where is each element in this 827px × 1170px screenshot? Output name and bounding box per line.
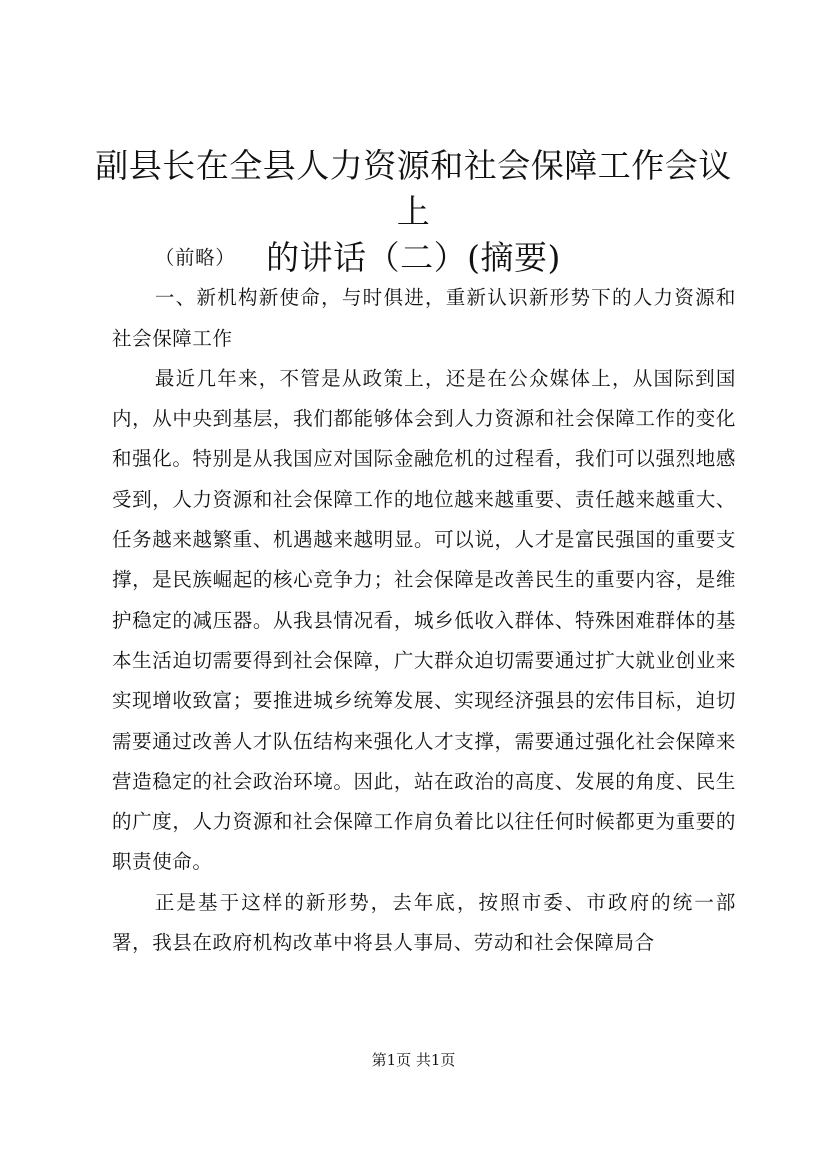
paragraph-body-1: 最近几年来，不管是从政策上，还是在公众媒体上，从国际到国内，从中央到基层，我们都能够体会到人力资源和社会保障工作的变化和强化。特别是从我国应对国际金融危机的过程看，我们可以强烈地感受到，人力资源和社会保障工作的地位越来越重要、责任越来越重大、任务越来越繁重、机遇越来越明显。可以说，人才是富民强国的重要支撑，是民族崛起的核心竞争力；社会保障是改善民生的重要内容，是维护稳定的减压器。从我县情况看，城乡低收入群体、特殊困难群体的基本生活迫切需要得到社会保障，广大群众迫切需要通过扩大就业创业来实现增收致富；要推进城乡统筹发展、实现经济强县的宏伟目标，迫切需要通过改善人才队伍结构来强化人才支撑，需要通过强化社会保障来营造稳定的社会政治环境。因此，站在政治的高度、发展的角度、民生的广度，人力资源和社会保障工作肩负着比以往任何时候都更为重要的职责使命。 — [112, 366, 736, 874]
document-body — [112, 238, 736, 963]
title-line-1: 副县长在全县人力资源和社会保障工作会议上 — [95, 146, 732, 231]
page-footer: 第1页 共1页 — [371, 1051, 456, 1069]
paragraph-body-2: 正是基于这样的新形势，去年底，按照市委、市政府的统一部署，我县在政府机构改革中将县人事局、劳动和社会保障局合 — [112, 890, 736, 955]
paragraph-section-heading: 一、新机构新使命，与时俱进，重新认识新形势下的人力资源和社会保障工作 — [112, 286, 736, 350]
paragraph-preface: （前略） — [154, 246, 236, 269]
title-line-2: 的讲话（二）(摘要) — [266, 238, 561, 277]
